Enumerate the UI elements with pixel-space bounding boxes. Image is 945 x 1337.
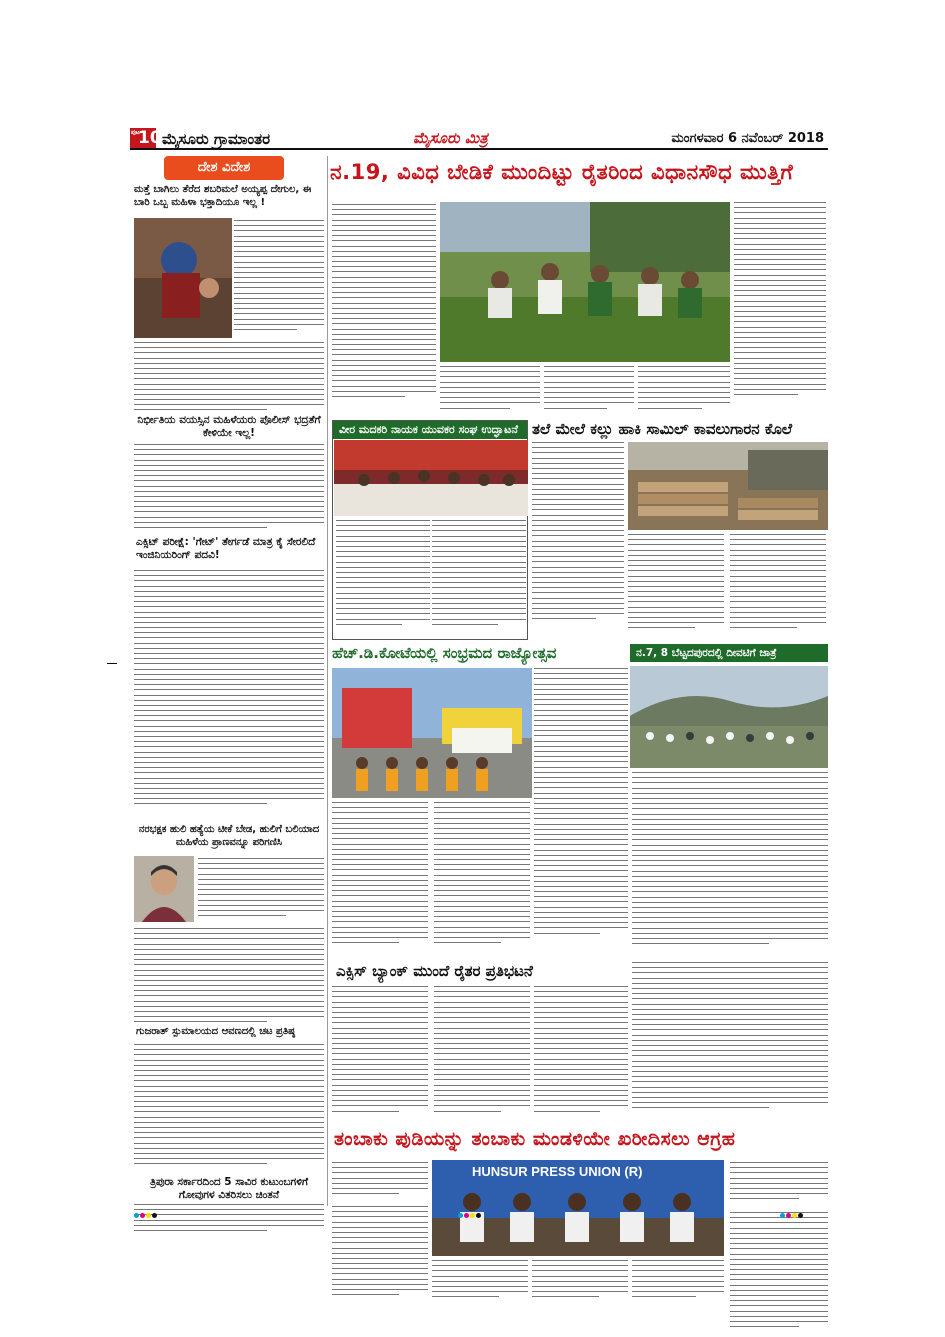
rajyotsava-story-col-2: [434, 802, 530, 958]
registration-dots-1: [134, 1212, 158, 1220]
tobacco-story-col-1: [332, 1162, 428, 1202]
guard-story-col-3: [730, 534, 826, 640]
registration-dots-2: [458, 1212, 482, 1220]
tobacco-story-col-7: [332, 1206, 428, 1306]
rajyotsava-photo-art: [332, 668, 532, 798]
left-story-6-body: [134, 1204, 324, 1234]
left-story-5-body: [134, 1044, 324, 1174]
main-banner: [330, 160, 826, 198]
left-story-4-body: [198, 858, 324, 924]
jatre-photo-art: [630, 666, 828, 768]
section-name: ಮೈಸೂರು ಗ್ರಾಮಾಂತರ: [162, 130, 271, 148]
axis-story-col-1: [332, 986, 428, 1122]
paper-name: ಮೈಸೂರು ಮಿತ್ರ: [413, 129, 488, 147]
tobacco-story-col-6: [730, 1212, 828, 1336]
press-union-banner-text: HUNSUR PRESS UNION (R): [472, 1164, 643, 1179]
left-headline-6: ತ್ರಿಪುರಾ ಸರ್ಕಾರದಿಂದ 5 ಸಾವಿರ ಕುಟುಂಬಗಳಿಗೆ ಗೋವುಗಳ ವಿತರಿಸಲು ಚಿಂತನೆ: [149, 1176, 309, 1202]
youth-story-col-2: [432, 520, 526, 636]
sawmill-photo: [628, 442, 828, 530]
rajyotsava-heading: ಹೆಚ್.ಡಿ.ಕೋಟೆಯಲ್ಲಿ ಸಂಭ್ರಮದ ರಾಜ್ಯೋತ್ಸವ: [332, 644, 557, 662]
youth-story-col-1: [336, 520, 430, 636]
tobacco-story-col-3: [432, 1260, 528, 1302]
registration-dots-3: [780, 1212, 804, 1220]
left-story-1-body: [234, 220, 324, 340]
axis-story-col-2: [434, 986, 530, 1122]
left-headline-5: ಗುಜರಾತ್ ಸ್ಪುಮಾಲಯದ ಆವಣದಲ್ಲಿ ಚಟ ಪ್ರತಿಷ್ಠ: [136, 1026, 295, 1037]
left-headline-3: ಎಕ್ಸಿಟ್ ಪರೀಕ್ಷೆ: 'ಗೇಟ್' ತೇರ್ಗಡೆ ಮಾತ್ರ ಕೈ ಸೇರಲಿದೆ ಇಂಜಿನಿಯರಿಂಗ್ ಪದವಿ!: [136, 536, 316, 562]
masthead: [130, 128, 828, 150]
farmers-meeting-photo-art: [440, 202, 730, 362]
guard-story-col-1: [532, 442, 624, 640]
tobacco-banner-text: ತಂಬಾಕು ಪುಡಿಯನ್ನು ತಂಬಾಕು ಮಂಡಳಿಯೇ ಖರೀದಿಸಲು ಆಗ್ರಹ: [334, 1128, 736, 1150]
lead-story-col-5: [734, 202, 826, 414]
page-label-text: ಪುಟ: [131, 129, 140, 136]
press-union-photo: [432, 1160, 724, 1256]
section-heading: ದೇಶ ವಿದೇಶ: [164, 156, 284, 180]
lead-story-col-3: [544, 366, 634, 414]
left-headline-4: ನರಭಕ್ಷಕ ಹುಲಿ ಹತ್ಯೆಯ ಟೀಕೆ ಬೇಡ, ಹುಲಿಗೆ ಬಲಿಯಾದ ಮಹಿಳೆಯ ಪ್ರಾಣವನ್ನೂ ಪರಿಗಣಿಸಿ: [138, 824, 320, 848]
issue-date: ಮಂಗಳವಾರ 6 ನವೆಂಬರ್ 2018: [671, 131, 824, 146]
tobacco-story-col-5: [632, 1260, 724, 1302]
youth-stage-photo: [334, 440, 528, 516]
left-column: [130, 156, 328, 1206]
margin-mark: [107, 663, 117, 664]
tobacco-story-col-2: [730, 1162, 828, 1208]
left-story-1-body-2: [134, 342, 324, 410]
left-headline-2: ನಿರ್ಭೀತಿಯ ವಯಸ್ಸಿನ ಮಹಿಳೆಯರು ಪೊಲೀಸ್ ಭದ್ರತೆಗೆ ಕೇಳಿಯೇ ಇಲ್ಲ!: [137, 414, 321, 440]
rajyotsava-photo: [332, 668, 532, 798]
tobacco-story-col-4: [532, 1260, 628, 1302]
jatre-story-body: [632, 772, 828, 958]
main-banner-text: ನ.19, ವಿವಿಧ ಬೇಡಿಕೆ ಮುಂದಿಟ್ಟು ರೈತರಿಂದ ವಿಧಾನಸೌಧ ಮುತ್ತಿಗೆ: [330, 160, 794, 184]
pilgrim-photo-art: [134, 218, 232, 338]
lead-story-col-4: [638, 366, 730, 414]
youth-stage-photo-art: [334, 440, 528, 516]
axis-story-col-3: [534, 986, 628, 1122]
minister-photo: [134, 856, 194, 922]
rajyotsava-story-col-3: [534, 668, 628, 958]
tobacco-banner: [334, 1128, 828, 1158]
jatre-heading: ನ.7, 8 ಬೆಟ್ಟದಪುರದಲ್ಲಿ ದೀವಟಿಗೆ ಜಾತ್ರೆ: [630, 644, 828, 662]
page-number: 10: [138, 128, 162, 148]
sawmill-photo-art: [628, 442, 828, 530]
pilgrim-photo: [134, 218, 232, 338]
guard-story-heading: ತಲೆ ಮೇಲೆ ಕಲ್ಲು ಹಾಕಿ ಸಾಮಿಲ್ ಕಾವಲುಗಾರನ ಕೊಲೆ: [532, 420, 793, 438]
farmers-meeting-photo: [440, 202, 730, 362]
youth-story-heading: ವೀರ ಮದಕರಿ ನಾಯಕ ಯುವಕರ ಸಂಘ ಉದ್ಘಾಟನೆ: [333, 421, 527, 439]
left-story-3-body: [134, 570, 324, 825]
lead-story-col-1: [332, 204, 436, 414]
axis-heading: ಎಕ್ಸಿಸ್ ಬ್ಯಾಂಕ್ ಮುಂದೆ ರೈತರ ಪ್ರತಿಭಟನೆ: [336, 962, 533, 980]
newspaper-page: [130, 128, 828, 1208]
left-story-2-body: [134, 444, 324, 534]
page-label: [130, 128, 162, 148]
left-story-4-body-2: [134, 928, 324, 1026]
lead-story-col-2: [440, 366, 540, 414]
left-headline-1: ಮತ್ತೆ ಬಾಗಿಲು ತೆರೆದ ಶಬರಿಮಲೆ ಅಯ್ಯಪ್ಪ ದೇಗುಲ, ಈ ಬಾರಿ ಒಬ್ಬ ಮಹಿಳಾ ಭಕ್ತಾದಿಯೂ ಇಲ್ಲ !: [134, 184, 312, 208]
minister-photo-art: [134, 856, 194, 922]
rajyotsava-story-col-1: [332, 802, 428, 958]
guard-story-col-2: [628, 534, 724, 640]
jatre-story-body-2: [632, 962, 828, 1122]
jatre-photo: [630, 666, 828, 768]
